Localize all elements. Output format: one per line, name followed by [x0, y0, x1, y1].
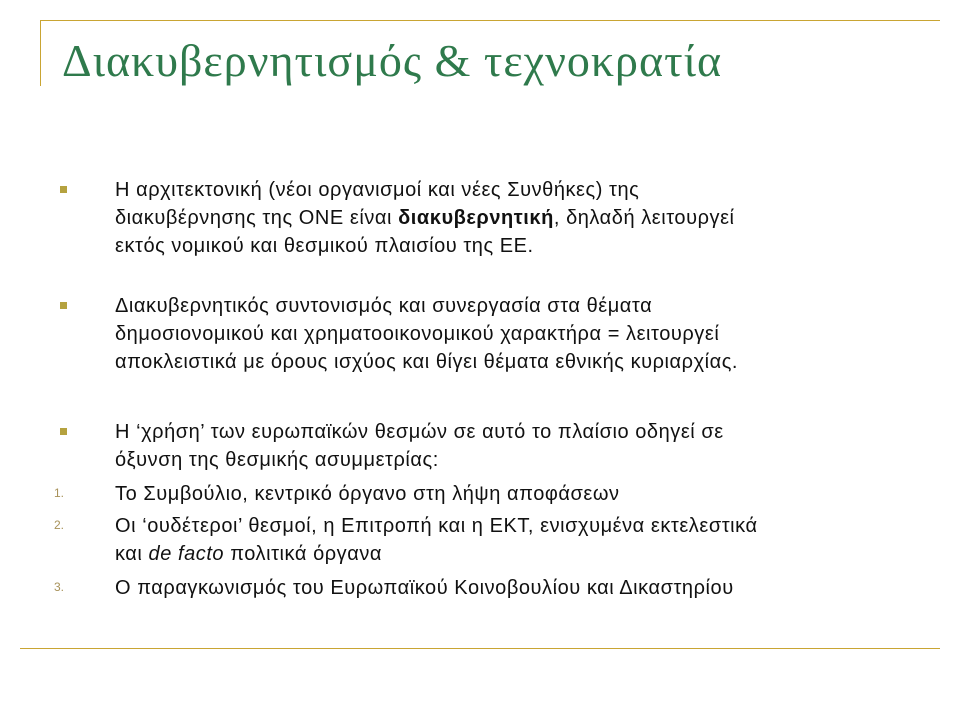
bullet-line [115, 204, 735, 232]
bullet-line: Η αρχιτεκτονική (νέοι οργανισμοί και νέες Συνθήκες) της [115, 179, 640, 201]
bullet-square-icon [60, 428, 67, 435]
bullet-line: Διακυβερνητικός συντονισμός και συνεργασία στα θέματα [115, 295, 653, 317]
text-run: και [115, 543, 149, 565]
top-divider-line [40, 20, 940, 21]
numbered-text[interactable] [115, 512, 758, 568]
bullet-text[interactable] [115, 176, 735, 260]
list-number: 3. [54, 580, 65, 594]
left-accent-line [40, 20, 41, 86]
text-run: διακυβέρνησης της ΟΝΕ είναι [115, 207, 399, 229]
numbered-line [115, 540, 758, 568]
bullet-line: όξυνση της θεσμικής ασυμμετρίας: [115, 449, 439, 471]
bullet-line: αποκλειστικά με όρους ισχύος και θίγει θέματα εθνικής κυριαρχίας. [115, 351, 739, 373]
bullet-square-icon [60, 302, 67, 309]
bullet-line: δημοσιονομικού και χρηματοοικονομικού χαρακτήρα = λειτουργεί [115, 323, 720, 345]
italic-term: de facto [148, 543, 225, 565]
numbered-line: Το Συμβούλιο, κεντρικό όργανο στη λήψη αποφάσεων [115, 483, 620, 505]
numbered-line: Ο παραγκωνισμός του Ευρωπαϊκού Κοινοβουλίου και Δικαστηρίου [115, 577, 734, 599]
text-run: , δηλαδή λειτουργεί [553, 207, 735, 229]
bullet-text[interactable] [115, 292, 738, 376]
numbered-line: Οι ‘ουδέτεροι’ θεσμοί, η Επιτροπή και η ΕΚΤ, ενισχυμένα εκτελεστικά [115, 515, 758, 537]
list-number: 1. [54, 486, 65, 500]
slide-title[interactable]: Διακυβερνητισμός & τεχνοκρατία [62, 35, 723, 86]
bullet-square-icon [60, 186, 67, 193]
numbered-text[interactable] [115, 574, 734, 602]
text-run: πολιτικά όργανα [224, 543, 382, 565]
numbered-text[interactable] [115, 480, 620, 508]
bullet-text[interactable] [115, 418, 724, 474]
bottom-divider-line [20, 648, 940, 649]
bullet-line: Η ‘χρήση’ των ευρωπαϊκών θεσμών σε αυτό το πλαίσιο οδηγεί σε [115, 421, 724, 443]
list-number: 2. [54, 518, 65, 532]
bold-term: διακυβερνητική [398, 207, 554, 229]
bullet-line: εκτός νομικού και θεσμικού πλαισίου της ΕΕ. [115, 235, 534, 257]
